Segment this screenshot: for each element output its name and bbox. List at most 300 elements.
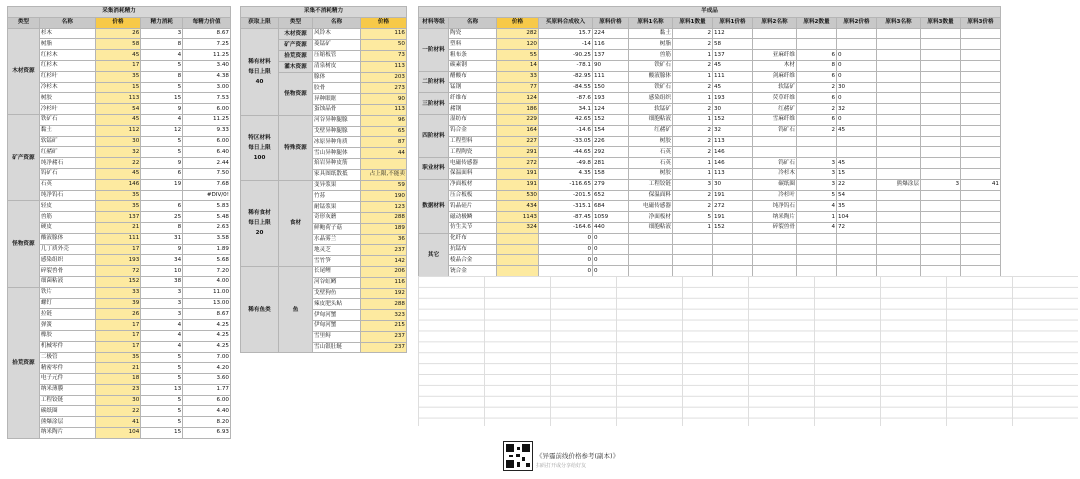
item-stamina: 6	[141, 168, 183, 179]
item-cell	[753, 39, 797, 50]
item-cell: 2	[673, 190, 713, 201]
item-value: 8.67	[183, 309, 231, 320]
item-cell	[961, 50, 1001, 61]
item-cell	[837, 255, 877, 266]
item-cell: 272	[713, 201, 753, 212]
item-value: 6.00	[183, 136, 231, 147]
table-row	[419, 7, 1001, 18]
item-cell	[877, 28, 921, 39]
item-name: 轻皮	[39, 201, 95, 212]
group-label: 木材资源	[8, 28, 40, 114]
item-name: 雪山银肚鲢	[313, 342, 361, 353]
item-cell	[961, 266, 1001, 277]
item-stamina: 9	[141, 104, 183, 115]
table-row	[419, 266, 1001, 277]
item-cell	[753, 28, 797, 39]
item-value: 4.20	[183, 363, 231, 374]
item-cell	[921, 136, 961, 147]
item-price: 35	[95, 352, 141, 363]
table-row	[419, 212, 1001, 223]
item-stamina: 4	[141, 320, 183, 331]
table-row	[419, 60, 1001, 71]
item-stamina: 5	[141, 352, 183, 363]
item-cell	[877, 212, 921, 223]
item-name: 铁矿石	[39, 114, 95, 125]
item-cell: 黏土	[629, 28, 673, 39]
item-cell	[753, 136, 797, 147]
item-cell: 35	[837, 201, 877, 212]
item-price: 272	[497, 158, 539, 169]
item-price: 124	[497, 93, 539, 104]
item-price: 142	[361, 256, 407, 267]
table-row	[419, 222, 1001, 233]
column-header: 每精力价值	[183, 17, 231, 28]
item-cell: 6	[797, 114, 837, 125]
item-cell	[921, 158, 961, 169]
item-cell	[877, 201, 921, 212]
table-row	[241, 180, 407, 191]
table-row	[8, 287, 231, 298]
item-cell: 电磁传感器	[629, 201, 673, 212]
item-cell	[877, 244, 921, 255]
item-name: 冷杉叶	[39, 104, 95, 115]
item-value: 3.00	[183, 82, 231, 93]
item-cell: 雪麻纤维	[753, 114, 797, 125]
table-row	[8, 428, 231, 439]
item-value: 1.77	[183, 384, 231, 395]
item-name: 河谷虹鳟	[313, 277, 361, 288]
group-label: 数据材料	[419, 179, 449, 233]
item-cell: 146	[713, 147, 753, 158]
item-price: 146	[95, 179, 141, 190]
item-cell: 0	[593, 266, 629, 277]
item-cell	[961, 125, 1001, 136]
item-stamina: 9	[141, 158, 183, 169]
table-row	[8, 71, 231, 82]
item-name: 纯净钨石	[39, 190, 95, 201]
item-cell	[797, 136, 837, 147]
item-cell	[837, 28, 877, 39]
item-cell: 112	[713, 28, 753, 39]
item-cell: 1	[673, 168, 713, 179]
item-name: 压缩板管	[313, 50, 361, 61]
item-name: 弹簧	[39, 320, 95, 331]
item-cell: 32	[837, 104, 877, 115]
item-price: 35	[95, 71, 141, 82]
item-cell	[921, 60, 961, 71]
item-value: 5.68	[183, 255, 231, 266]
item-cell	[961, 222, 1001, 233]
item-value: 4.40	[183, 406, 231, 417]
item-price: 288	[361, 299, 407, 310]
item-cell: 纯净钨石	[753, 201, 797, 212]
item-name: 菱锰矿	[313, 39, 361, 50]
item-cell: -87.45	[539, 212, 593, 223]
item-name: 石英	[39, 179, 95, 190]
item-cell	[921, 201, 961, 212]
item-cell: -90.25	[539, 50, 593, 61]
item-cell: 0	[539, 255, 593, 266]
item-cell: 树胶	[629, 136, 673, 147]
item-stamina: 4	[141, 50, 183, 61]
item-value: 6.40	[183, 147, 231, 158]
item-cell	[961, 255, 1001, 266]
item-cell: 684	[593, 201, 629, 212]
table-row	[8, 179, 231, 190]
item-cell	[877, 266, 921, 277]
item-cell	[877, 158, 921, 169]
item-cell: 45	[837, 125, 877, 136]
item-cell	[877, 93, 921, 104]
item-cell: 1	[673, 114, 713, 125]
item-stamina: 3	[141, 298, 183, 309]
item-price: 26	[95, 309, 141, 320]
item-cell: 0	[837, 60, 877, 71]
item-cell: 30	[837, 82, 877, 93]
item-cell: -49.8	[539, 158, 593, 169]
item-cell	[797, 244, 837, 255]
item-name: 醋酸布	[449, 71, 497, 82]
item-cell: 193	[593, 93, 629, 104]
item-name: 抗锰布	[449, 244, 497, 255]
item-cell	[961, 244, 1001, 255]
item-price: 55	[497, 50, 539, 61]
item-name: 伊甸河蟹	[313, 310, 361, 321]
table-row	[8, 39, 231, 50]
item-cell	[837, 266, 877, 277]
item-cell: 红赭矿	[629, 125, 673, 136]
item-name: 螺钉	[39, 298, 95, 309]
item-cell: 1	[673, 50, 713, 61]
item-cell	[673, 244, 713, 255]
item-value: 4.25	[183, 320, 231, 331]
item-cell	[961, 147, 1001, 158]
item-cell: 191	[713, 190, 753, 201]
item-cell: 111	[593, 71, 629, 82]
item-cell	[713, 255, 753, 266]
item-price: 17	[95, 320, 141, 331]
item-value: 7.53	[183, 93, 231, 104]
item-cell: 铁矿石	[629, 82, 673, 93]
item-cell	[921, 212, 961, 223]
item-price: 90	[361, 94, 407, 105]
item-price: 39	[95, 298, 141, 309]
item-name: 酸液腺体	[39, 233, 95, 244]
column-header: 获取上限	[241, 17, 279, 28]
item-name: 纳米薄膜	[39, 384, 95, 395]
item-value: 2.63	[183, 222, 231, 233]
item-name: 赭钢	[449, 104, 497, 115]
item-price: 17	[95, 60, 141, 71]
item-cell: 3	[797, 158, 837, 169]
item-price: 72	[95, 266, 141, 277]
table-row	[8, 384, 231, 395]
item-price: 229	[497, 114, 539, 125]
item-cell: -87.6	[539, 93, 593, 104]
item-cell	[961, 233, 1001, 244]
column-header: 原料3价格	[961, 17, 1001, 28]
item-name: 雪山异种腿体	[313, 148, 361, 159]
item-cell: 树脂	[629, 39, 673, 50]
column-header: 价格	[95, 17, 141, 28]
table-row	[419, 136, 1001, 147]
item-cell	[921, 82, 961, 93]
item-name: 钨矿石	[39, 168, 95, 179]
item-stamina: 5	[141, 147, 183, 158]
item-cell: 4	[797, 201, 837, 212]
item-value: 5.48	[183, 212, 231, 223]
item-cell	[921, 255, 961, 266]
item-stamina: 3	[141, 287, 183, 298]
column-header: 原料2价格	[837, 17, 877, 28]
item-cell	[877, 233, 921, 244]
item-price: 237	[361, 245, 407, 256]
item-price: 104	[95, 428, 141, 439]
item-price	[497, 233, 539, 244]
item-cell	[961, 82, 1001, 93]
item-cell: 细胞粘液	[629, 114, 673, 125]
table-row	[419, 147, 1001, 158]
item-price: 77	[497, 82, 539, 93]
item-cell: 2	[673, 147, 713, 158]
item-name: 拉链	[39, 309, 95, 320]
type-label: 鱼	[279, 266, 313, 352]
item-cell	[877, 168, 921, 179]
table-row	[8, 147, 231, 158]
item-cell: 137	[593, 50, 629, 61]
item-cell: 6	[797, 71, 837, 82]
type-label: 矿产资源	[279, 39, 313, 50]
item-cell	[921, 104, 961, 115]
item-cell: 45	[713, 82, 753, 93]
item-cell: -84.55	[539, 82, 593, 93]
item-value: 11.25	[183, 114, 231, 125]
item-cell: 0	[593, 244, 629, 255]
item-stamina: 4	[141, 341, 183, 352]
item-cell: 8	[797, 60, 837, 71]
table-row	[8, 363, 231, 374]
item-price: 44	[361, 148, 407, 159]
item-cell	[797, 28, 837, 39]
item-cell	[961, 71, 1001, 82]
item-cell: 2	[673, 60, 713, 71]
item-cell: 42.65	[539, 114, 593, 125]
item-name: 锰钢	[449, 82, 497, 93]
item-cell	[837, 147, 877, 158]
item-cell	[921, 125, 961, 136]
item-cell: 酸液腺体	[629, 71, 673, 82]
item-name: 细菌粘液	[39, 276, 95, 287]
item-cell: 224	[593, 28, 629, 39]
item-price: 291	[497, 147, 539, 158]
item-price: 237	[361, 342, 407, 353]
item-stamina: 9	[141, 244, 183, 255]
item-name: 压合板板	[449, 190, 497, 201]
item-cell	[921, 71, 961, 82]
item-cell	[921, 28, 961, 39]
item-name: 腺体	[313, 72, 361, 83]
item-value: 4.25	[183, 330, 231, 341]
item-stamina: 4	[141, 114, 183, 125]
item-cell	[837, 244, 877, 255]
table-row	[419, 244, 1001, 255]
item-cell	[797, 233, 837, 244]
item-cell	[753, 266, 797, 277]
item-stamina: 34	[141, 255, 183, 266]
table-row	[419, 158, 1001, 169]
table-row	[8, 7, 231, 18]
item-cell	[629, 266, 673, 277]
item-stamina: 12	[141, 125, 183, 136]
item-name: 熊爆涂层	[39, 417, 95, 428]
item-stamina: 5	[141, 417, 183, 428]
item-value: 11.25	[183, 50, 231, 61]
item-name: 变异浆果	[313, 180, 361, 191]
item-value: #DIV/0!	[183, 190, 231, 201]
item-value: 8.20	[183, 417, 231, 428]
item-cell: 0	[837, 71, 877, 82]
item-stamina: 3	[141, 309, 183, 320]
item-stamina: 5	[141, 60, 183, 71]
item-name: 陶瓷	[449, 28, 497, 39]
item-value: 7.50	[183, 168, 231, 179]
item-cell: 软锰矿	[753, 82, 797, 93]
item-cell	[961, 212, 1001, 223]
item-name: 清泉树皮	[313, 61, 361, 72]
item-cell: 104	[837, 212, 877, 223]
item-value: 6.93	[183, 428, 231, 439]
item-price: 189	[361, 223, 407, 234]
item-cell: 1	[797, 212, 837, 223]
item-cell: 0	[837, 114, 877, 125]
item-price: 58	[95, 39, 141, 50]
table-row	[8, 168, 231, 179]
item-cell: 15.7	[539, 28, 593, 39]
item-name: 纯净赭石	[39, 158, 95, 169]
item-name: 杉木	[39, 28, 95, 39]
item-cell: 111	[713, 71, 753, 82]
item-cell: 1	[673, 71, 713, 82]
item-stamina: 8	[141, 71, 183, 82]
item-cell	[921, 244, 961, 255]
item-price: 116	[361, 277, 407, 288]
item-cell: 279	[593, 179, 629, 190]
item-name: 红杉木	[39, 50, 95, 61]
item-stamina: 15	[141, 93, 183, 104]
item-price: 65	[361, 126, 407, 137]
item-value: 9.33	[183, 125, 231, 136]
item-stamina	[141, 190, 183, 201]
item-cell	[877, 125, 921, 136]
item-name: 机械零件	[39, 341, 95, 352]
table-row	[419, 71, 1001, 82]
item-price: 113	[361, 104, 407, 115]
item-cell	[837, 39, 877, 50]
item-cell: 137	[713, 50, 753, 61]
item-price: 54	[95, 104, 141, 115]
table-row	[8, 330, 231, 341]
item-cell: 2	[673, 136, 713, 147]
item-cell	[921, 233, 961, 244]
item-cell: 冷杉木	[753, 168, 797, 179]
item-price: 50	[361, 39, 407, 50]
item-cell: 113	[713, 136, 753, 147]
column-header: 精力消耗	[141, 17, 183, 28]
table-row	[241, 28, 407, 39]
item-name: 碳素钢	[449, 60, 497, 71]
item-price: 192	[361, 288, 407, 299]
item-cell: 3	[797, 168, 837, 179]
footer-subtitle: 扫码打开或分享给好友	[536, 463, 587, 469]
item-value: 4.38	[183, 71, 231, 82]
item-cell: 72	[837, 222, 877, 233]
item-cell	[921, 39, 961, 50]
column-header: 原料1价格	[713, 17, 753, 28]
item-cell	[877, 114, 921, 125]
item-price: 152	[95, 276, 141, 287]
item-cell	[961, 201, 1001, 212]
item-cell: 440	[593, 222, 629, 233]
column-header: 名称	[313, 17, 361, 28]
item-name: 伊甸河蟹	[313, 320, 361, 331]
item-cell: 纳米陶片	[753, 212, 797, 223]
item-cell	[961, 158, 1001, 169]
item-cell: 292	[593, 147, 629, 158]
item-cell	[961, 168, 1001, 179]
item-cell: 152	[593, 114, 629, 125]
item-price: 120	[497, 39, 539, 50]
item-stamina: 19	[141, 179, 183, 190]
item-cell	[753, 147, 797, 158]
item-cell: 5	[797, 190, 837, 201]
item-cell	[961, 190, 1001, 201]
item-price: 434	[497, 201, 539, 212]
item-price	[361, 158, 407, 169]
table-row	[8, 233, 231, 244]
item-price: 17	[95, 341, 141, 352]
item-cell: 2	[673, 104, 713, 115]
item-cell	[961, 28, 1001, 39]
item-stamina: 8	[141, 39, 183, 50]
column-header: 原料价格	[593, 17, 629, 28]
table-row	[8, 82, 231, 93]
item-cell: 0	[593, 255, 629, 266]
item-name: 感染组织	[39, 255, 95, 266]
item-cell: 191	[713, 212, 753, 223]
item-cell: 钨矿石	[753, 125, 797, 136]
item-cell: -315.1	[539, 201, 593, 212]
item-name: 鲜鲍荷子菇	[313, 223, 361, 234]
item-cell: 兽筋	[629, 50, 673, 61]
item-price: 占上限,不能卖	[361, 169, 407, 180]
item-name: 竹荪	[313, 191, 361, 202]
item-name: 树胶	[39, 93, 95, 104]
item-cell: 124	[593, 104, 629, 115]
item-price: 30	[95, 136, 141, 147]
item-value: 1.89	[183, 244, 231, 255]
item-cell: 4.35	[539, 168, 593, 179]
item-value: 3.58	[183, 233, 231, 244]
item-cell: 0	[539, 233, 593, 244]
item-price: 32	[95, 147, 141, 158]
item-price: 237	[361, 331, 407, 342]
table-row	[8, 417, 231, 428]
item-value: 6.00	[183, 104, 231, 115]
item-price	[497, 266, 539, 277]
table-row	[8, 320, 231, 331]
item-name: 工程铰链	[39, 395, 95, 406]
item-value: 6.00	[183, 395, 231, 406]
